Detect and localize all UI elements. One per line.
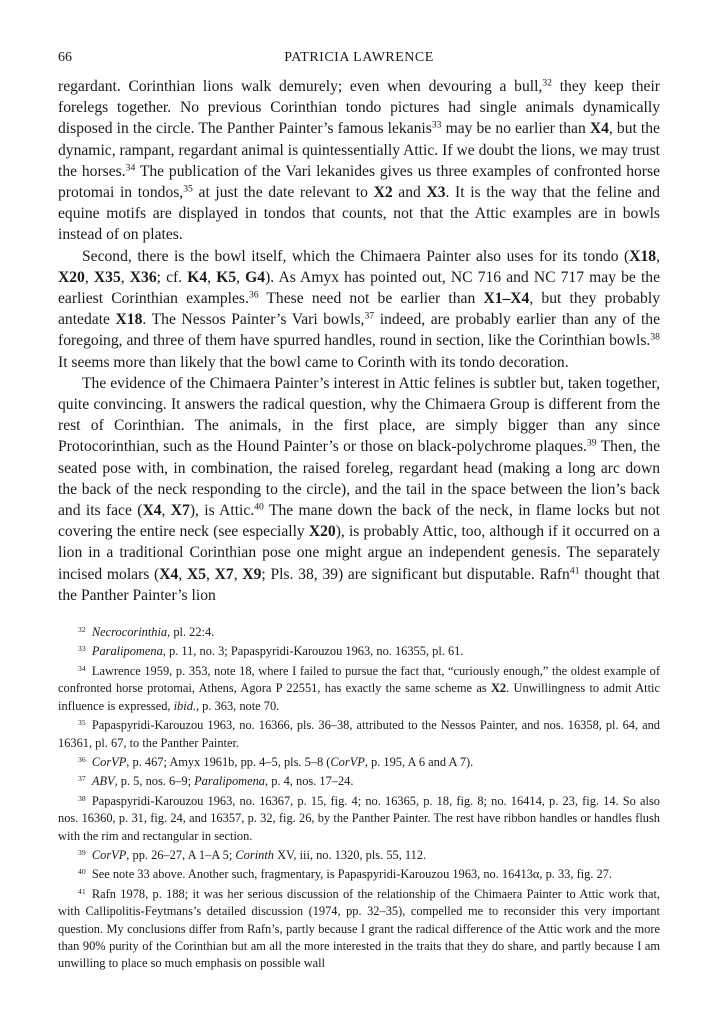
catalogue-ref: X4 xyxy=(589,120,609,138)
text-run: , p. 467; Amyx 1961b, pp. 4–5, pls. 5–8 ( xyxy=(126,754,331,769)
text-run: ; Pls. 38, 39) are significant but disputable. Rafn xyxy=(261,565,570,583)
catalogue-ref: G4 xyxy=(245,268,266,286)
catalogue-ref: X1–X4 xyxy=(483,290,530,308)
footnote-ref: 33 xyxy=(431,120,442,132)
text-run: Rafn 1978, p. 188; it was her serious discussion of the relationship of the Chimaera Painter to Attic work that, with Callipolitis-Feytmans’s detailed discussion (1974, pp. 32–35), compelled me to reconsider this very important question. My conclusions differ from Rafn’s, partly because I grant the radical difference of the Attic work and the more than 90% purity of the Corinthian but am all the more interested in the traits that they do share, and partly because I am unwilling to place so much emphasis on possible wall xyxy=(58,886,660,971)
text-run: ), is probably Attic, too, although if it occurred on a lion in a traditional Corinthian pose one might argue an independent genesis. The separately incised molars ( xyxy=(58,523,660,583)
footnote-number: 40 xyxy=(78,867,86,877)
footnote xyxy=(58,847,660,864)
body-paragraph xyxy=(58,373,660,606)
footnote-number: 39 xyxy=(78,847,86,857)
catalogue-ref: X4 xyxy=(159,565,179,583)
text-run: Second, there is the bowl itself, which the Chimaera Painter also uses for its tondo ( xyxy=(82,247,630,265)
page xyxy=(58,50,660,975)
footnotes xyxy=(58,624,660,973)
text-run: , xyxy=(161,502,171,520)
text-run: It seems more than likely that the bowl came to Corinth with its tondo decoration. xyxy=(58,353,569,371)
italic-text: CorVP xyxy=(91,754,127,769)
text-run: ; cf. xyxy=(156,268,188,286)
text-run: The evidence of the Chimaera Painter’s interest in Attic felines is subtler but, taken together, quite convincing. It answers the radical question, why the Chimaera Group is different from the rest of Corinthian. The animals, in the first place, are simply bigger than any since Protocorinthian, such as the Hound Painter’s or those on black-polychrome plaques. xyxy=(58,374,660,456)
catalogue-ref: X3 xyxy=(426,184,446,202)
text-run: , xyxy=(656,247,660,265)
footnote-ref: 40 xyxy=(254,501,264,513)
text-run: , xyxy=(84,268,94,286)
footnote-ref: 34 xyxy=(125,162,136,174)
text-run: at just the date relevant to xyxy=(192,184,374,202)
footnote xyxy=(58,866,660,883)
catalogue-ref: X2 xyxy=(490,681,507,696)
text-run: , xyxy=(236,268,246,286)
footnote-number: 36 xyxy=(78,754,86,764)
text-run: Papaspyridi-Karouzou 1963, no. 16367, p. 15, fig. 4; no. 16365, p. 18, fig. 8; no. 16414, p. 23, fig. 14. So also nos. 16360, p. 31, fig. 24, and 16357, p. 32, fig. 26, by the Panther Painter. The rest have ribbon handles or handles flush with the rim and rectangular in section. xyxy=(58,793,660,843)
catalogue-ref: X18 xyxy=(115,311,143,329)
footnote-number: 38 xyxy=(78,793,86,803)
footnote xyxy=(58,754,660,771)
catalogue-ref: X20 xyxy=(58,268,85,286)
footnote xyxy=(58,663,660,715)
text-run: ). As Amyx has pointed out, NC 716 and NC 717 may be the earliest Corinthian examples. xyxy=(58,268,661,308)
text-run: The mane down the back of the neck, in flame locks but not covering the entire neck (see especially xyxy=(58,502,660,541)
running-head xyxy=(58,50,660,72)
footnote xyxy=(58,643,660,660)
text-run: , xyxy=(206,565,215,583)
footnote xyxy=(58,886,660,973)
footnote xyxy=(58,793,660,845)
footnote-ref: 41 xyxy=(569,565,580,577)
footnote-ref: 36 xyxy=(248,289,259,301)
catalogue-ref: X18 xyxy=(629,247,657,265)
text-run: , p. 363, note 70. xyxy=(195,698,280,713)
text-run: , but they probably antedate xyxy=(58,290,660,329)
text-run: Lawrence 1959, p. 353, note 18, where I failed to pursue the fact that, “curiously enough,” the oldest example of confronted horse protomai, Athens, Agora P 22551, has exactly the same scheme as xyxy=(58,663,660,696)
italic-text: Corinth xyxy=(235,847,274,862)
text-run: . It is the way that the feline and equine motifs are displayed in tondos that counts, not that the Attic examples are in bowls instead of on plates. xyxy=(58,184,660,244)
catalogue-ref: X20 xyxy=(308,523,336,541)
italic-text: Necrocorinthia xyxy=(91,625,168,640)
text-run: and xyxy=(392,184,427,202)
text-run: See note 33 above. Another such, fragmentary, is Papaspyridi-Karouzou 1963, no. 16413α, p. 33, fig. 27. xyxy=(91,867,613,882)
italic-text: CorVP xyxy=(330,754,365,769)
text-run: thought that the Panther Painter’s lion xyxy=(58,565,660,604)
catalogue-ref: X7 xyxy=(170,502,190,520)
footnote xyxy=(58,717,660,752)
text-run: . The Nessos Painter’s Vari bowls, xyxy=(142,311,365,329)
text-run: , p. 4, nos. 17–24. xyxy=(265,774,354,789)
footnote-number: 35 xyxy=(78,717,86,727)
text-run: ), is Attic. xyxy=(189,502,255,520)
footnote-ref: 32 xyxy=(542,77,552,89)
catalogue-ref: X4 xyxy=(142,502,162,520)
text-run: , xyxy=(207,268,217,286)
footnote-number: 33 xyxy=(78,644,86,654)
footnote-ref: 38 xyxy=(650,332,660,344)
text-run: , but the dynamic, rampant, regardant animal is quintessentially Attic. If we doubt the lions, we may trust the horses. xyxy=(58,120,660,180)
text-run: they keep their forelegs together. No previous Corinthian tondo pictures had single animals dynamically disposed in the circle. The Panther Painter’s famous lekanis xyxy=(58,78,661,138)
body-paragraph xyxy=(58,246,660,373)
text-run: . Unwillingness to admit Attic influence is expressed, xyxy=(58,681,660,713)
footnote-number: 32 xyxy=(78,624,86,634)
footnote-ref: 37 xyxy=(364,310,375,322)
catalogue-ref: X2 xyxy=(373,184,393,202)
footnote-number: 41 xyxy=(78,886,86,896)
text-run: , p. 5, nos. 6–9; xyxy=(114,774,195,789)
text-run: Then, the seated pose with, in combination, the raised foreleg, regardant head (making a long arc down the back of the neck responding to the circle), and the tail in the space between the lion’s back and its face ( xyxy=(58,438,660,520)
footnote-ref: 35 xyxy=(183,183,193,195)
italic-text: ABV xyxy=(91,774,115,789)
page-number: 66 xyxy=(58,50,72,65)
text-run: Papaspyridi-Karouzou 1963, no. 16366, pls. 36–38, attributed to the Nessos Painter, and nos. 16358, pl. 64, and 16361, pl. 67, to the Panther Painter. xyxy=(58,718,660,750)
catalogue-ref: K5 xyxy=(216,268,237,286)
text-run: , pp. 26–27, A 1–A 5; xyxy=(126,847,236,862)
catalogue-ref: X5 xyxy=(186,565,207,583)
text-run: , p. 11, no. 3; Papaspyridi-Karouzou 1963, no. 16355, pl. 61. xyxy=(162,644,464,659)
text-run: indeed, are probably earlier than any of the foregoing, and three of them have spurred handles, round in section, like the Corinthian bowls. xyxy=(58,311,660,350)
italic-text: ibid. xyxy=(173,698,196,713)
catalogue-ref: X7 xyxy=(214,565,234,583)
footnote xyxy=(58,773,660,790)
text-run: These need not be earlier than xyxy=(258,290,484,308)
italic-text: CorVP xyxy=(91,847,127,862)
text-run: regardant. Corinthian lions walk demurely; even when devouring a bull, xyxy=(58,78,543,95)
catalogue-ref: X36 xyxy=(129,268,157,286)
text-run: The publication of the Vari lekanides gives us three examples of confronted horse protomai in tondos, xyxy=(58,162,660,202)
body-text xyxy=(58,76,660,606)
footnote-number: 34 xyxy=(78,663,86,673)
running-title: PATRICIA LAWRENCE xyxy=(284,50,434,65)
text-run: XV, iii, no. 1320, pls. 55, 112. xyxy=(273,847,427,862)
catalogue-ref: X35 xyxy=(93,268,121,286)
text-run: , xyxy=(178,565,187,583)
footnote-ref: 39 xyxy=(586,438,597,450)
text-run: , xyxy=(120,268,130,286)
catalogue-ref: X9 xyxy=(242,565,262,583)
footnote xyxy=(58,624,660,641)
text-run: may be no earlier than xyxy=(441,120,590,138)
body-paragraph xyxy=(58,76,660,246)
text-run: , pl. 22:4. xyxy=(167,625,215,640)
footnote-number: 37 xyxy=(78,774,86,784)
italic-text: Paralipomena xyxy=(91,644,163,659)
text-run: , p. 195, A 6 and A 7). xyxy=(364,754,474,769)
italic-text: Paralipomena xyxy=(194,774,266,789)
text-run: , xyxy=(233,565,243,583)
catalogue-ref: K4 xyxy=(187,268,208,286)
